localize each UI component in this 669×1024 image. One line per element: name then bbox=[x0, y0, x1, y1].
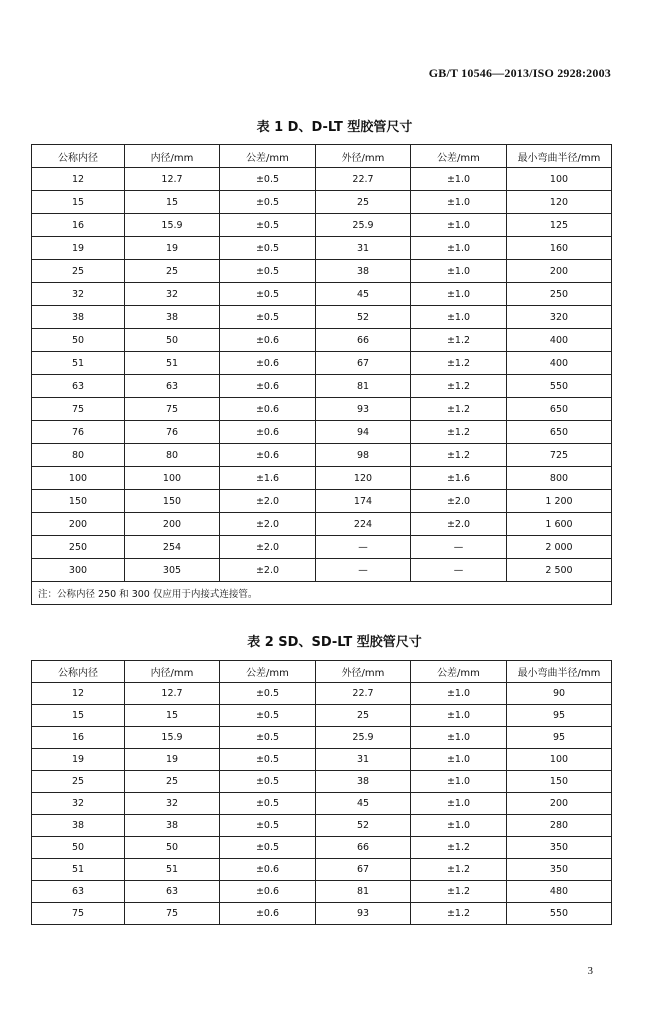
table-cell: 25 bbox=[316, 705, 411, 727]
table-cell: ±0.5 bbox=[220, 168, 316, 191]
table-row bbox=[32, 793, 612, 815]
table-cell: 254 bbox=[125, 536, 220, 559]
table-cell: 66 bbox=[316, 837, 411, 859]
table-cell: 120 bbox=[507, 191, 612, 214]
table-cell: ±0.5 bbox=[220, 749, 316, 771]
table-cell: 93 bbox=[316, 903, 411, 925]
table-cell: 25 bbox=[32, 260, 125, 283]
table-row bbox=[32, 375, 612, 398]
table-cell: ±1.2 bbox=[411, 837, 507, 859]
table-row bbox=[32, 283, 612, 306]
table-cell: 52 bbox=[316, 306, 411, 329]
table-row bbox=[32, 306, 612, 329]
table-cell: ±1.2 bbox=[411, 881, 507, 903]
table-cell: 22.7 bbox=[316, 683, 411, 705]
table-row bbox=[32, 191, 612, 214]
table-cell: 224 bbox=[316, 513, 411, 536]
table-cell: 305 bbox=[125, 559, 220, 582]
table-cell: ±0.6 bbox=[220, 421, 316, 444]
table-cell: 75 bbox=[125, 903, 220, 925]
table-cell: ±1.0 bbox=[411, 749, 507, 771]
table-cell: 150 bbox=[125, 490, 220, 513]
table-cell: ±1.0 bbox=[411, 168, 507, 191]
table-cell: ±0.5 bbox=[220, 237, 316, 260]
table-cell: 32 bbox=[32, 283, 125, 306]
table-cell: 32 bbox=[125, 793, 220, 815]
table-cell: 90 bbox=[507, 683, 612, 705]
column-header: 最小弯曲半径/mm bbox=[507, 661, 612, 683]
table-cell: ±0.5 bbox=[220, 815, 316, 837]
table-cell: 650 bbox=[507, 421, 612, 444]
table-cell: 100 bbox=[507, 168, 612, 191]
table-cell: ±1.0 bbox=[411, 705, 507, 727]
table-cell: 15 bbox=[125, 705, 220, 727]
column-header: 公称内径 bbox=[32, 661, 125, 683]
table-cell: ±1.0 bbox=[411, 237, 507, 260]
table-cell: 16 bbox=[32, 214, 125, 237]
table-header-row bbox=[32, 661, 612, 683]
table-cell: ±0.5 bbox=[220, 727, 316, 749]
table-cell: 350 bbox=[507, 859, 612, 881]
table-row bbox=[32, 237, 612, 260]
table-cell: — bbox=[411, 536, 507, 559]
table-cell: 250 bbox=[507, 283, 612, 306]
table-cell: 75 bbox=[125, 398, 220, 421]
table-cell: ±2.0 bbox=[220, 536, 316, 559]
table-cell: 22.7 bbox=[316, 168, 411, 191]
table-cell: 32 bbox=[32, 793, 125, 815]
table-cell: 12 bbox=[32, 683, 125, 705]
table-cell: 67 bbox=[316, 859, 411, 881]
table-cell: ±2.0 bbox=[220, 559, 316, 582]
table-cell: ±0.5 bbox=[220, 837, 316, 859]
table-cell: 38 bbox=[125, 815, 220, 837]
table-cell: 45 bbox=[316, 793, 411, 815]
table-row bbox=[32, 214, 612, 237]
table-cell: 650 bbox=[507, 398, 612, 421]
table-cell: 2 500 bbox=[507, 559, 612, 582]
table-cell: 400 bbox=[507, 352, 612, 375]
table-cell: ±1.0 bbox=[411, 815, 507, 837]
table-cell: ±0.6 bbox=[220, 881, 316, 903]
table-cell: 100 bbox=[507, 749, 612, 771]
table-row bbox=[32, 329, 612, 352]
table-row bbox=[32, 168, 612, 191]
table-cell: 50 bbox=[32, 329, 125, 352]
table-cell: ±0.5 bbox=[220, 705, 316, 727]
table-cell: 95 bbox=[507, 705, 612, 727]
column-header: 内径/mm bbox=[125, 145, 220, 168]
table-row bbox=[32, 859, 612, 881]
table-cell: 19 bbox=[125, 749, 220, 771]
table-cell: 38 bbox=[32, 306, 125, 329]
table-cell: ±0.5 bbox=[220, 191, 316, 214]
table-cell: ±1.2 bbox=[411, 421, 507, 444]
table-cell: — bbox=[316, 536, 411, 559]
table-cell: ±0.5 bbox=[220, 260, 316, 283]
table-cell: 150 bbox=[32, 490, 125, 513]
table-cell: 200 bbox=[507, 793, 612, 815]
table-cell: ±1.0 bbox=[411, 191, 507, 214]
standard-number: GB/T 10546—2013/ISO 2928:2003 bbox=[428, 66, 611, 80]
column-header: 公差/mm bbox=[411, 145, 507, 168]
table-cell: 25 bbox=[125, 771, 220, 793]
table-cell: ±1.0 bbox=[411, 793, 507, 815]
table-row bbox=[32, 815, 612, 837]
table-cell: 19 bbox=[125, 237, 220, 260]
table-cell: 80 bbox=[32, 444, 125, 467]
table-row bbox=[32, 727, 612, 749]
table-cell: 1 200 bbox=[507, 490, 612, 513]
table-row bbox=[32, 260, 612, 283]
table-cell: 50 bbox=[125, 329, 220, 352]
table-cell: 25.9 bbox=[316, 214, 411, 237]
table-cell: 25 bbox=[32, 771, 125, 793]
table-row bbox=[32, 444, 612, 467]
column-header: 外径/mm bbox=[316, 145, 411, 168]
table-cell: 63 bbox=[32, 375, 125, 398]
table-row bbox=[32, 536, 612, 559]
table-cell: 15 bbox=[125, 191, 220, 214]
table-cell: 12.7 bbox=[125, 168, 220, 191]
table-row bbox=[32, 421, 612, 444]
table1-note: 注：公称内径 250 和 300 仅应用于内接式连接管。 bbox=[32, 582, 612, 605]
table-cell: ±0.6 bbox=[220, 375, 316, 398]
table-row bbox=[32, 903, 612, 925]
table-cell: 38 bbox=[316, 260, 411, 283]
table-cell: 15 bbox=[32, 705, 125, 727]
column-header: 公称内径 bbox=[32, 145, 125, 168]
table-cell: 12.7 bbox=[125, 683, 220, 705]
table-cell: ±1.2 bbox=[411, 329, 507, 352]
table-cell: 63 bbox=[32, 881, 125, 903]
table-cell: ±0.5 bbox=[220, 793, 316, 815]
table-cell: ±2.0 bbox=[411, 513, 507, 536]
table-cell: 100 bbox=[32, 467, 125, 490]
table-cell: ±0.5 bbox=[220, 283, 316, 306]
table-cell: 400 bbox=[507, 329, 612, 352]
table-cell: 19 bbox=[32, 749, 125, 771]
table-cell: 98 bbox=[316, 444, 411, 467]
table-row bbox=[32, 771, 612, 793]
column-header: 内径/mm bbox=[125, 661, 220, 683]
table-cell: 81 bbox=[316, 375, 411, 398]
table-cell: 50 bbox=[32, 837, 125, 859]
table-row bbox=[32, 837, 612, 859]
table-cell: 51 bbox=[125, 859, 220, 881]
table-row bbox=[32, 705, 612, 727]
table-cell: 120 bbox=[316, 467, 411, 490]
table-cell: 125 bbox=[507, 214, 612, 237]
table-cell: ±1.2 bbox=[411, 444, 507, 467]
table-cell: 16 bbox=[32, 727, 125, 749]
table-cell: 250 bbox=[32, 536, 125, 559]
table-cell: ±2.0 bbox=[220, 490, 316, 513]
table-cell: 100 bbox=[125, 467, 220, 490]
table-cell: 12 bbox=[32, 168, 125, 191]
table-cell: ±0.6 bbox=[220, 329, 316, 352]
table-cell: 50 bbox=[125, 837, 220, 859]
table-cell: ±0.6 bbox=[220, 903, 316, 925]
table-cell: 66 bbox=[316, 329, 411, 352]
table-cell: ±1.0 bbox=[411, 283, 507, 306]
table-cell: 19 bbox=[32, 237, 125, 260]
table-cell: 67 bbox=[316, 352, 411, 375]
table-cell: 550 bbox=[507, 375, 612, 398]
table1 bbox=[31, 144, 612, 605]
table-cell: 174 bbox=[316, 490, 411, 513]
table-cell: 25 bbox=[125, 260, 220, 283]
table-cell: ±0.5 bbox=[220, 214, 316, 237]
table-row bbox=[32, 490, 612, 513]
table-cell: 51 bbox=[125, 352, 220, 375]
table-cell: 81 bbox=[316, 881, 411, 903]
table-cell: ±0.6 bbox=[220, 859, 316, 881]
table-cell: ±0.5 bbox=[220, 683, 316, 705]
table-cell: 15.9 bbox=[125, 214, 220, 237]
table-cell: 31 bbox=[316, 749, 411, 771]
table-cell: 52 bbox=[316, 815, 411, 837]
table-cell: 200 bbox=[32, 513, 125, 536]
table-cell: 94 bbox=[316, 421, 411, 444]
table-cell: ±1.2 bbox=[411, 398, 507, 421]
table-cell: 300 bbox=[32, 559, 125, 582]
table-cell: ±1.0 bbox=[411, 771, 507, 793]
table-cell: 480 bbox=[507, 881, 612, 903]
table-cell: 15 bbox=[32, 191, 125, 214]
table-cell: 550 bbox=[507, 903, 612, 925]
column-header: 最小弯曲半径/mm bbox=[507, 145, 612, 168]
table-cell: 75 bbox=[32, 398, 125, 421]
table2-title: 表 2 SD、SD-LT 型胶管尺寸 bbox=[247, 635, 422, 650]
table-cell: ±1.0 bbox=[411, 214, 507, 237]
table-row bbox=[32, 398, 612, 421]
table-cell: ±0.6 bbox=[220, 398, 316, 421]
table-cell: 45 bbox=[316, 283, 411, 306]
table-cell: ±1.0 bbox=[411, 306, 507, 329]
table-cell: 800 bbox=[507, 467, 612, 490]
table-cell: 200 bbox=[507, 260, 612, 283]
table-cell: 75 bbox=[32, 903, 125, 925]
table-cell: ±2.0 bbox=[220, 513, 316, 536]
table-cell: 38 bbox=[316, 771, 411, 793]
table-cell: 280 bbox=[507, 815, 612, 837]
table-cell: 725 bbox=[507, 444, 612, 467]
table-cell: 93 bbox=[316, 398, 411, 421]
table-cell: 32 bbox=[125, 283, 220, 306]
column-header: 外径/mm bbox=[316, 661, 411, 683]
page-number: 3 bbox=[587, 965, 593, 977]
table-cell: 76 bbox=[32, 421, 125, 444]
column-header: 公差/mm bbox=[220, 145, 316, 168]
table-cell: ±0.6 bbox=[220, 352, 316, 375]
table-row bbox=[32, 749, 612, 771]
table-row bbox=[32, 467, 612, 490]
table-cell: 150 bbox=[507, 771, 612, 793]
table-cell: ±1.2 bbox=[411, 903, 507, 925]
table-cell: 63 bbox=[125, 881, 220, 903]
table-cell: 320 bbox=[507, 306, 612, 329]
table-cell: ±1.2 bbox=[411, 375, 507, 398]
table-cell: — bbox=[411, 559, 507, 582]
table-cell: ±1.0 bbox=[411, 727, 507, 749]
table-cell: ±1.6 bbox=[220, 467, 316, 490]
table-cell: 25 bbox=[316, 191, 411, 214]
table-row bbox=[32, 559, 612, 582]
table-cell: 76 bbox=[125, 421, 220, 444]
table-cell: 80 bbox=[125, 444, 220, 467]
table-cell: ±0.5 bbox=[220, 306, 316, 329]
table1-title: 表 1 D、D-LT 型胶管尺寸 bbox=[256, 120, 413, 135]
table-cell: ±1.0 bbox=[411, 683, 507, 705]
table-cell: 51 bbox=[32, 352, 125, 375]
table-cell: 15.9 bbox=[125, 727, 220, 749]
table-row bbox=[32, 513, 612, 536]
table-row bbox=[32, 352, 612, 375]
table2 bbox=[31, 660, 612, 925]
column-header: 公差/mm bbox=[220, 661, 316, 683]
table-cell: 63 bbox=[125, 375, 220, 398]
table-note-row bbox=[32, 582, 612, 605]
table-cell: — bbox=[316, 559, 411, 582]
table-cell: 31 bbox=[316, 237, 411, 260]
table-cell: 2 000 bbox=[507, 536, 612, 559]
table-row bbox=[32, 683, 612, 705]
table-cell: ±1.0 bbox=[411, 260, 507, 283]
table-row bbox=[32, 881, 612, 903]
table-cell: 51 bbox=[32, 859, 125, 881]
table-cell: 38 bbox=[32, 815, 125, 837]
table-cell: ±1.6 bbox=[411, 467, 507, 490]
table-cell: 95 bbox=[507, 727, 612, 749]
table-cell: ±0.5 bbox=[220, 771, 316, 793]
table-cell: ±1.2 bbox=[411, 859, 507, 881]
table-cell: ±1.2 bbox=[411, 352, 507, 375]
table-cell: 200 bbox=[125, 513, 220, 536]
table-cell: 1 600 bbox=[507, 513, 612, 536]
table-cell: 350 bbox=[507, 837, 612, 859]
table-header-row bbox=[32, 145, 612, 168]
table-cell: 25.9 bbox=[316, 727, 411, 749]
table-cell: 38 bbox=[125, 306, 220, 329]
table-cell: ±0.6 bbox=[220, 444, 316, 467]
table-cell: 160 bbox=[507, 237, 612, 260]
table-cell: ±2.0 bbox=[411, 490, 507, 513]
column-header: 公差/mm bbox=[411, 661, 507, 683]
